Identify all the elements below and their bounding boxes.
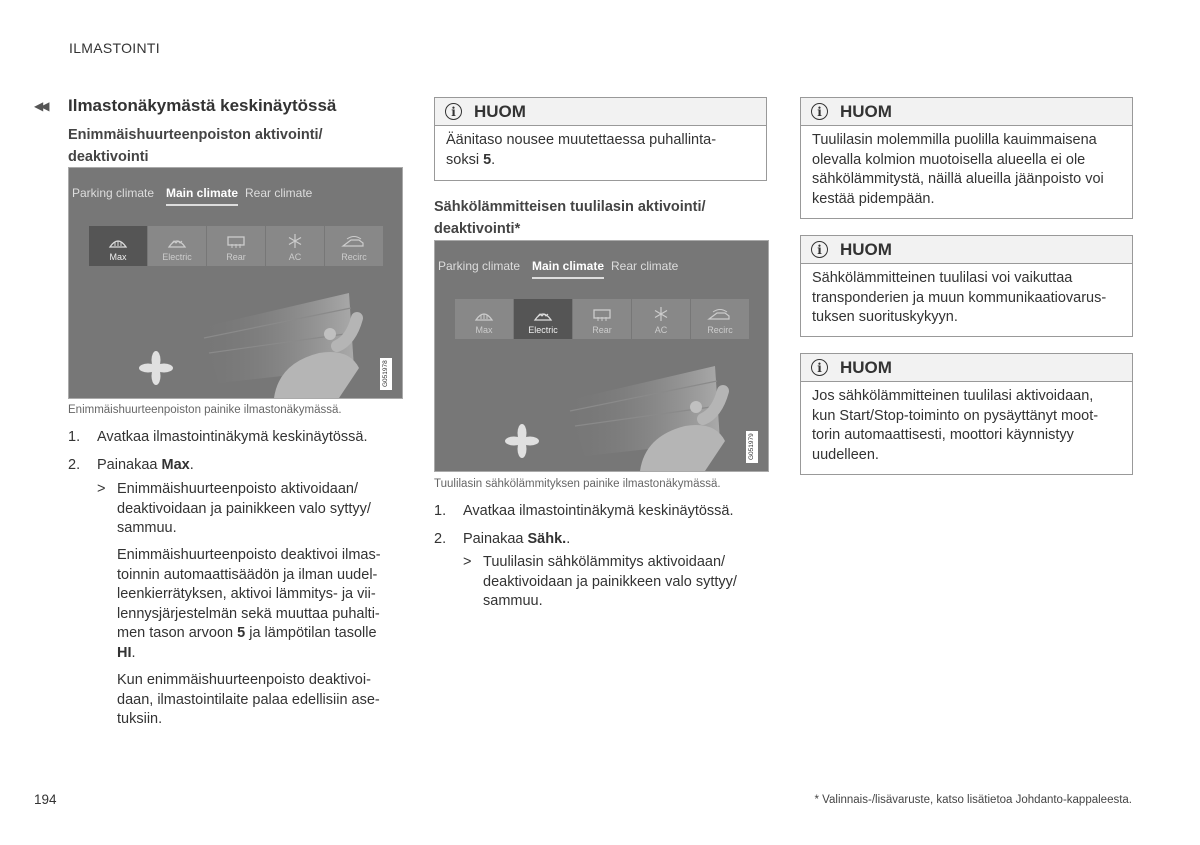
info-icon: i	[445, 103, 462, 120]
electric-button: Electric	[514, 299, 572, 339]
fan-icon	[139, 351, 173, 385]
list-item: 1. Avatkaa ilmastointinäkymä keskinäytössä.	[68, 429, 368, 445]
info-icon: i	[811, 359, 828, 376]
note-title: HUOM	[474, 101, 526, 121]
note-box	[800, 97, 1133, 219]
tab-parking-climate: Parking climate	[438, 259, 521, 273]
note-header	[435, 98, 766, 126]
figure-caption: Enimmäishuurteenpoiston painike ilmastonäkymässä.	[68, 404, 342, 416]
result-block	[97, 480, 407, 539]
footnote: * Valinnais-/lisävaruste, katso lisätietoa Johdanto-kappaleesta.	[814, 794, 1132, 806]
col1-subheading: Enimmäishuurteenpoiston aktivointi/ deaktivointi	[68, 127, 323, 165]
running-header: ILMASTOINTI	[69, 40, 160, 56]
note-body: Tuulilasin molemmilla puolilla kauimmaisena olevalla kolmion muotoisella alueella ei ole sähkölämmitystä, näillä alueilla jäänpoisto voi kestää pidempään.	[812, 132, 1104, 207]
note-title: HUOM	[840, 239, 892, 259]
tab-rear-climate: Rear climate	[611, 259, 679, 273]
electric-button: Electric	[148, 226, 206, 266]
list-item: 2. Painakaa Sähk..	[434, 530, 571, 547]
result-marker: >	[97, 481, 106, 497]
col2-subheading: Sähkölämmitteisen tuulilasin aktivointi/ deaktivointi*	[434, 199, 706, 237]
tab-main-climate: Main climate	[532, 259, 604, 279]
step-list	[68, 428, 408, 475]
climate-screen-max	[68, 167, 403, 399]
result-marker: >	[463, 554, 472, 570]
note-header	[801, 98, 1132, 126]
note-title: HUOM	[840, 101, 892, 121]
airflow-illustration	[69, 168, 402, 398]
result-block	[463, 553, 773, 612]
info-icon: i	[811, 241, 828, 258]
max-button: Max	[89, 226, 147, 266]
step-list	[434, 502, 774, 549]
rear-button: Rear	[207, 226, 265, 266]
rear-button: Rear	[573, 299, 631, 339]
ac-button: AC	[266, 226, 324, 266]
note-body: Jos sähkölämmitteinen tuulilasi aktivoidaan, kun Start/Stop-toiminto on pysäyttänyt moot- torin automaattisesti, moottori käynnistyy uudelleen.	[812, 388, 1099, 463]
note-header	[801, 354, 1132, 382]
airflow-illustration	[435, 241, 768, 471]
figure-caption: Tuulilasin sähkölämmityksen painike ilmastonäkymässä.	[434, 478, 721, 490]
tab-parking-climate: Parking climate	[72, 186, 155, 200]
back-arrows-icon: ◀◀	[34, 99, 47, 113]
climate-screen-electric	[434, 240, 769, 472]
page-number: 194	[34, 792, 57, 807]
ac-button: AC	[632, 299, 690, 339]
section-title: Ilmastonäkymästä keskinäytössä	[68, 96, 337, 115]
info-icon: i	[811, 103, 828, 120]
paragraph-2: Kun enimmäishuurteenpoisto deaktivoi- daan, ilmastointilaite palaa edellisiin ase- tuksiin.	[117, 672, 380, 727]
tab-rear-climate: Rear climate	[245, 186, 313, 200]
recirc-button: Recirc	[691, 299, 749, 339]
note-box	[800, 235, 1133, 337]
max-button: Max	[455, 299, 513, 339]
list-item: 2. Painakaa Max.	[68, 456, 194, 473]
result-text: Tuulilasin sähkölämmitys aktivoidaan/ deaktivoidaan ja painikkeen valo syttyy/ sammuu.	[483, 554, 737, 609]
note-body: Sähkölämmitteinen tuulilasi voi vaikuttaa transponderien ja muun kommunikaatiovarus- tuksen suorituskykyyn.	[812, 270, 1107, 325]
paragraph-1: Enimmäishuurteenpoisto deaktivoi ilmas- toinnin automaattisäädön ja ilman uudel- leenkierrätyksen, aktivoi lämmitys- ja vii- lennysjärjestelmän sekä muuttaa puhalti- men tason arvoon 5 ja lämpötilan tasolle HI.	[117, 547, 381, 661]
note-body: Äänitaso nousee muutettaessa puhallinta- soksi 5.	[446, 132, 717, 168]
figure-code: G051979	[746, 431, 758, 463]
note-box	[800, 353, 1133, 475]
note-title: HUOM	[840, 357, 892, 377]
tab-main-climate: Main climate	[166, 186, 238, 206]
recirc-button: Recirc	[325, 226, 383, 266]
result-text: Enimmäishuurteenpoisto aktivoidaan/ deaktivoidaan ja painikkeen valo syttyy/ sammuu.	[117, 481, 371, 536]
note-box	[434, 97, 767, 181]
fan-icon	[505, 424, 539, 458]
list-item: 1. Avatkaa ilmastointinäkymä keskinäytössä.	[434, 503, 734, 519]
figure-code: G051978	[380, 358, 392, 390]
note-header	[801, 236, 1132, 264]
